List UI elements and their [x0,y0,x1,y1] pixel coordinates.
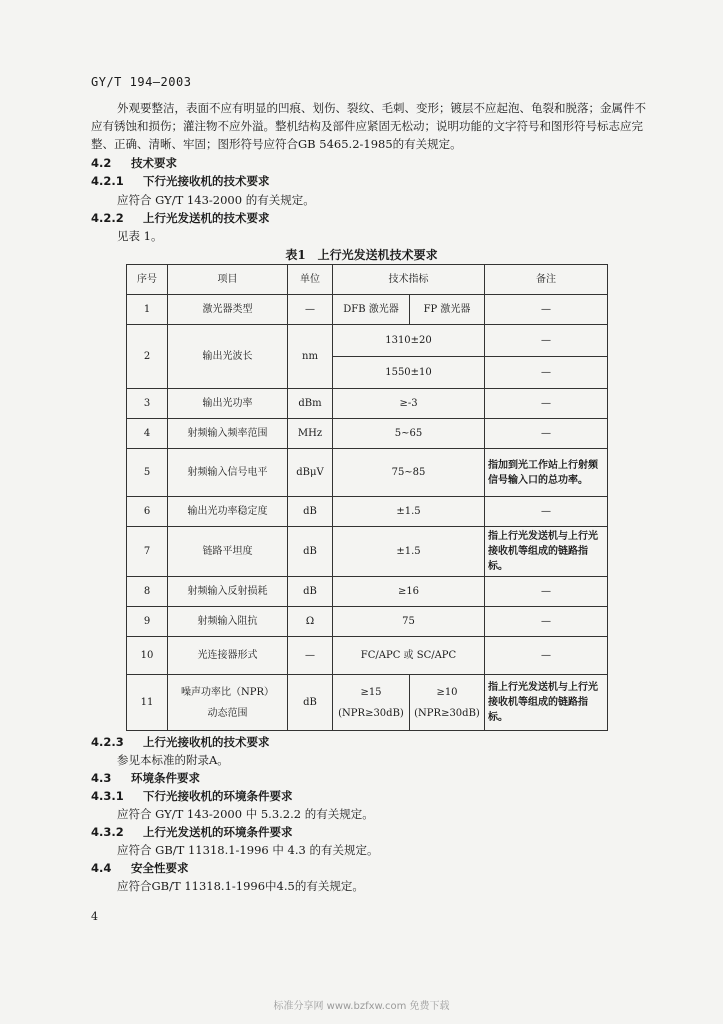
cell-spec: FP 激光器 [410,295,485,325]
cell-no: 10 [127,637,168,675]
cell-unit: MHz [288,419,333,449]
section-4-2 [91,155,177,171]
table-row [127,295,608,325]
table-caption: 表1 上行光发送机技术要求 [285,248,438,262]
cell-item: 射频输入频率范围 [168,419,288,449]
cell-spec: 75 [333,607,485,637]
section-body: 应符合GB/T 11318.1-1996中4.5的有关规定。 [117,879,364,893]
cell-item: 输出光波长 [168,325,288,389]
header-item: 项目 [168,265,288,295]
section-number: 4.3.1 [91,789,124,803]
cell-no: 1 [127,295,168,325]
cell-unit: dB [288,577,333,607]
table-row [127,419,608,449]
cell-spec: FC/APC 或 SC/APC [333,637,485,675]
cell-unit: dB [288,497,333,527]
cell-unit: dB [288,527,333,577]
cell-note: — [485,577,608,607]
table-row [127,607,608,637]
header-note: 备注 [485,265,608,295]
section-body: 应符合 GY/T 143-2000 的有关规定。 [117,193,315,207]
cell-unit: — [288,637,333,675]
table-row [127,389,608,419]
cell-item: 射频输入阻抗 [168,607,288,637]
section-number: 4.2 [91,156,112,170]
cell-spec: ≥-3 [333,389,485,419]
section-4-3-1 [91,788,293,804]
cell-item: 射频输入信号电平 [168,449,288,497]
cell-item [168,675,288,731]
cell-unit: — [288,295,333,325]
cell-note: 指加到光工作站上行射频信号输入口的总功率。 [485,449,608,497]
header-spec: 技术指标 [333,265,485,295]
cell-spec [333,675,410,731]
cell-spec: DFB 激光器 [333,295,410,325]
cell-note: — [485,357,608,389]
watermark-footer: 标准分享网 www.bzfxw.com 免费下载 [273,1001,450,1012]
cell-unit: dB [288,675,333,731]
section-4-3-2 [91,824,293,840]
section-number: 4.2.2 [91,211,124,225]
cell-no: 3 [127,389,168,419]
cell-no: 9 [127,607,168,637]
cell-item: 光连接器形式 [168,637,288,675]
cell-unit: dBm [288,389,333,419]
cell-unit: Ω [288,607,333,637]
section-body: 见表 1。 [117,229,163,243]
cell-no: 4 [127,419,168,449]
table-row [127,675,608,731]
cell-no: 8 [127,577,168,607]
cell-item: 链路平坦度 [168,527,288,577]
cell-no: 5 [127,449,168,497]
section-title: 下行光接收机的环境条件要求 [143,789,293,803]
cell-note: — [485,637,608,675]
cell-item: 激光器类型 [168,295,288,325]
section-body: 参见本标准的附录A。 [117,753,229,767]
cell-no: 11 [127,675,168,731]
cell-spec-line: ≥10 [436,686,458,698]
table-row [127,637,608,675]
section-number: 4.2.1 [91,174,124,188]
table-header-row [127,265,608,295]
section-title: 环境条件要求 [131,771,201,785]
cell-no: 2 [127,325,168,389]
cell-spec-line: ≥15 [360,686,382,698]
section-title: 技术要求 [131,156,178,170]
cell-note: — [485,389,608,419]
section-4-2-2 [91,210,270,226]
cell-spec: 1550±10 [333,357,485,389]
cell-note: — [485,497,608,527]
cell-spec: ±1.5 [333,527,485,577]
cell-item-line: 噪声功率比（NPR） [180,686,274,698]
table-row [127,577,608,607]
cell-spec: 1310±20 [333,325,485,357]
table-row [127,449,608,497]
section-4-3 [91,770,200,786]
section-title: 上行光发送机的技术要求 [143,211,270,225]
section-number: 4.3 [91,771,112,785]
table-row [127,497,608,527]
page-number: 4 [91,910,98,923]
section-title: 安全性要求 [131,861,189,875]
header-no: 序号 [127,265,168,295]
cell-spec: 5~65 [333,419,485,449]
table-row [127,527,608,577]
cell-note: 指上行光发送机与上行光接收机等组成的链路指标。 [485,675,608,731]
cell-spec [410,675,485,731]
section-body: 应符合 GB/T 11318.1-1996 中 4.3 的有关规定。 [117,843,379,857]
table-row [127,325,608,357]
cell-note: — [485,325,608,357]
cell-note: — [485,295,608,325]
appearance-paragraph: 外观要整洁，表面不应有明显的凹痕、划伤、裂纹、毛刺、变形；镀层不应起泡、龟裂和脱落；金属件不应有锈蚀和损伤；灌注物不应外溢。整机结构及部件应紧固无松动；说明功能的文字符号和图形符号标志应完整、正确、清晰、牢固；图形符号应符合GB 5465.2-1985的有关规定。 [91,101,646,151]
header-unit: 单位 [288,265,333,295]
cell-spec: 75~85 [333,449,485,497]
cell-unit: dBμV [288,449,333,497]
cell-item: 输出光功率稳定度 [168,497,288,527]
section-number: 4.2.3 [91,735,124,749]
cell-note: — [485,419,608,449]
section-4-4 [91,860,189,876]
cell-no: 6 [127,497,168,527]
section-title: 上行光接收机的技术要求 [143,735,270,749]
section-body: 应符合 GY/T 143-2000 中 5.3.2.2 的有关规定。 [117,807,374,821]
cell-item-line: 动态范围 [207,707,248,719]
standard-header: GY/T 194—2003 [91,75,192,89]
cell-no: 7 [127,527,168,577]
cell-spec: ≥16 [333,577,485,607]
cell-unit: nm [288,325,333,389]
section-number: 4.3.2 [91,825,124,839]
cell-note: — [485,607,608,637]
cell-spec: ±1.5 [333,497,485,527]
cell-spec-line: (NPR≥30dB) [338,707,404,719]
section-title: 上行光发送机的环境条件要求 [143,825,293,839]
section-4-2-3 [91,734,270,750]
section-title: 下行光接收机的技术要求 [143,174,270,188]
section-4-2-1 [91,173,270,189]
section-number: 4.4 [91,861,112,875]
cell-item: 射频输入反射损耗 [168,577,288,607]
cell-note: 指上行光发送机与上行光接收机等组成的链路指标。 [485,527,608,577]
cell-item: 输出光功率 [168,389,288,419]
cell-spec-line: (NPR≥30dB) [414,707,480,719]
spec-table [126,264,608,731]
